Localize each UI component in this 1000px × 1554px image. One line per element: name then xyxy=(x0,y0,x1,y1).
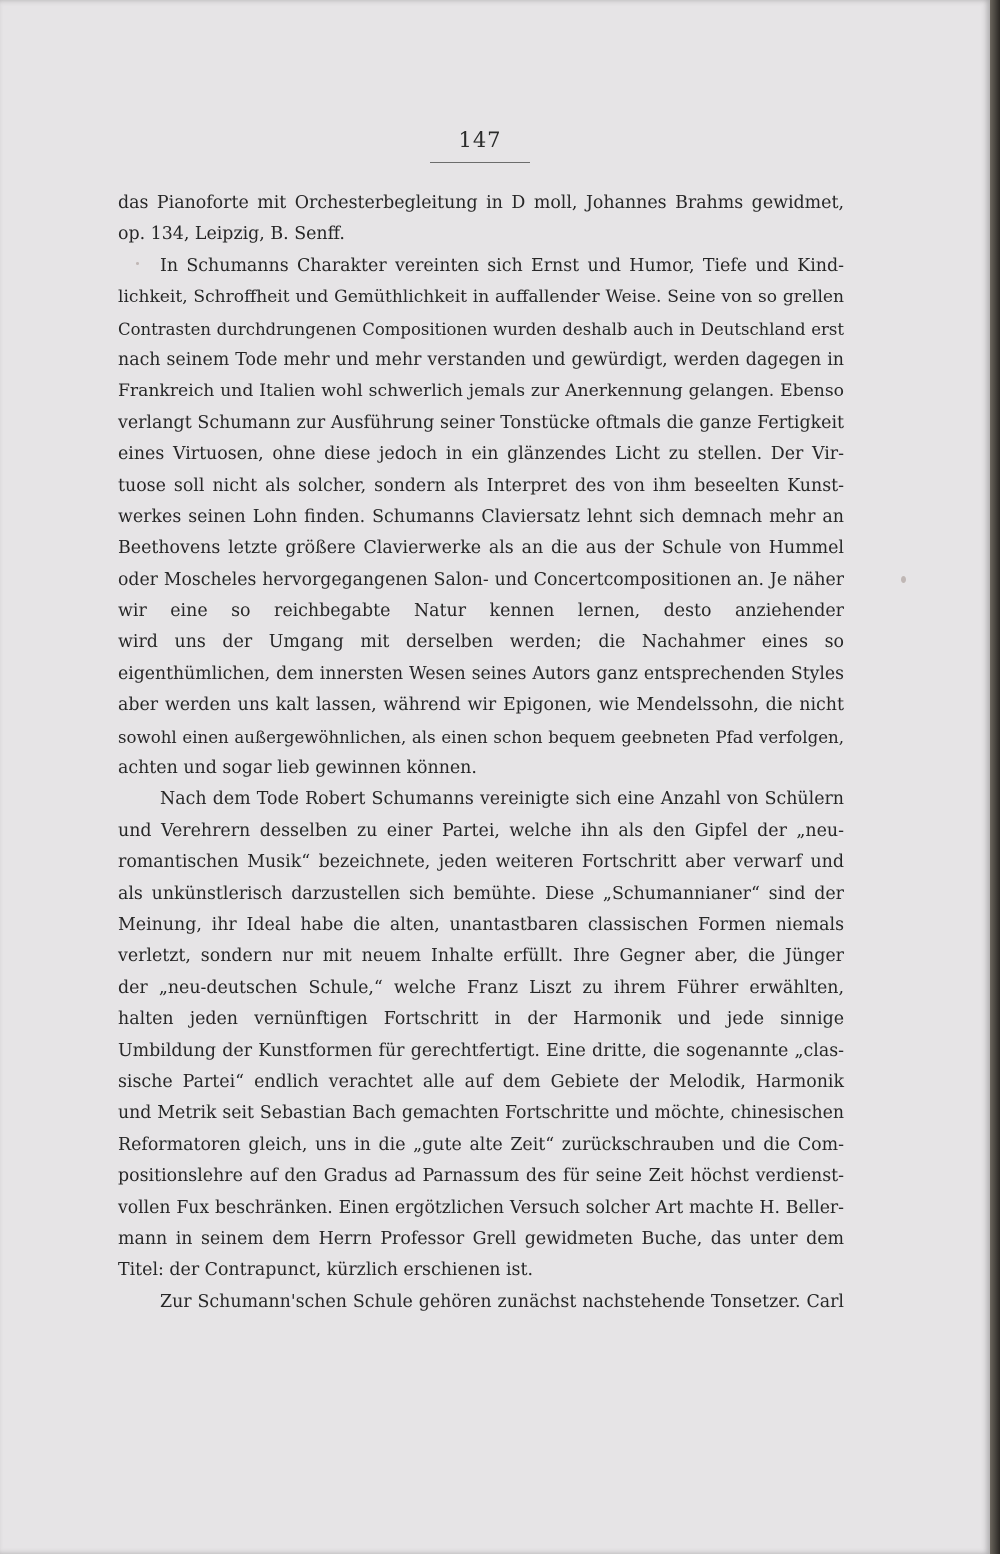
text-line: sowohl einen außergewöhnlichen, als einen schon bequem geebneten Pfad verfolgen, xyxy=(118,727,844,747)
text-line: verletzt, sondern nur mit neuem Inhalte erfüllt. Ihre Gegner aber, die Jünger xyxy=(118,946,844,967)
text-line: op. 134, Leipzig, B. Senff. xyxy=(118,224,345,245)
text-line: Frankreich und Italien wohl schwerlich jemals zur Anerkennung gelangen. Ebenso xyxy=(118,381,844,402)
paragraph-continuation xyxy=(118,188,844,251)
text-line: nach seinem Tode mehr und mehr verstanden und gewürdigt, werden dagegen in xyxy=(118,349,844,370)
paragraph-after-death xyxy=(118,784,844,1286)
text-line: das Pianoforte mit Orchesterbegleitung in D moll, Johannes Brahms gewidmet, xyxy=(118,193,844,213)
text-line: vollen Fux beschränken. Einen ergötzlichen Versuch solcher Art machte H. Beller- xyxy=(118,1197,844,1218)
text-line: tuose soll nicht als solcher, sondern als Interpret des von ihm beseelten Kunst- xyxy=(118,475,844,496)
text-line: und Metrik seit Sebastian Bach gemachten Fortschritte und möchte, chinesischen xyxy=(118,1103,844,1124)
text-line: positionslehre auf den Gradus ad Parnassum des für seine Zeit höchst verdienst- xyxy=(118,1166,844,1187)
paper-stain xyxy=(901,576,906,583)
text-line: In Schumanns Charakter vereinten sich Ernst und Humor, Tiefe und Kind- xyxy=(160,255,844,276)
text-line: der „neu-deutschen Schule,“ welche Franz Liszt zu ihrem Führer erwählten, xyxy=(118,977,844,998)
text-line: Nach dem Tode Robert Schumanns vereinigte sich eine Anzahl von Schülern xyxy=(160,789,844,810)
text-line: oder Moscheles hervorgegangenen Salon- und Concertcompositionen an. Je näher xyxy=(118,569,844,590)
text-line: eines Virtuosen, ohne diese jedoch in ein glänzendes Licht zu stellen. Der Vir- xyxy=(118,444,844,465)
text-line: sische Partei“ endlich verachtet alle auf dem Gebiete der Melodik, Harmonik xyxy=(118,1071,844,1092)
paragraph-schumann-school xyxy=(118,1287,844,1318)
text-line: mann in seinem dem Herrn Professor Grell gewidmeten Buche, das unter dem xyxy=(118,1228,844,1249)
text-line: Titel: der Contrapunct, kürzlich erschienen ist. xyxy=(118,1260,533,1281)
header-rule xyxy=(430,162,530,163)
text-line: und Verehrern desselben zu einer Partei, welche ihn als den Gipfel der „neu- xyxy=(118,820,844,841)
text-line: werkes seinen Lohn finden. Schumanns Claviersatz lehnt sich demnach mehr an xyxy=(118,506,844,527)
text-line: Beethovens letzte größere Clavierwerke als an die aus der Schule von Hummel xyxy=(118,538,844,559)
text-line: Umbildung der Kunstformen für gerechtfertigt. Eine dritte, die sogenannte „clas- xyxy=(118,1040,844,1061)
text-line: eigenthümlichen, dem innersten Wesen seines Autors ganz entsprechenden Styles xyxy=(118,663,844,684)
text-line: Reformatoren gleich, uns in die „gute alte Zeit“ zurückschrauben und die Com- xyxy=(118,1134,844,1155)
paragraph-character xyxy=(118,251,844,785)
text-line: als unkünstlerisch darzustellen sich bemühte. Diese „Schumannianer“ sind der xyxy=(118,883,844,904)
page-number: 147 xyxy=(458,128,502,152)
text-line: romantischen Musik“ bezeichnete, jeden weiteren Fortschritt aber verwarf und xyxy=(118,852,844,873)
text-line: achten und sogar lieb gewinnen können. xyxy=(118,758,477,779)
book-edge xyxy=(990,0,1000,1554)
text-line: halten jeden vernünftigen Fortschritt in der Harmonik und jede sinnige xyxy=(118,1009,844,1030)
text-line: Zur Schumann'schen Schule gehören zunächst nachstehende Tonsetzer. Carl xyxy=(160,1291,844,1312)
text-line: lichkeit, Schroffheit und Gemüthlichkeit in auffallender Weise. Seine von so grellen xyxy=(118,287,844,308)
text-line: Contrasten durchdrungenen Compositionen wurden deshalb auch in Deutschland erst xyxy=(118,319,844,339)
body-text xyxy=(118,188,844,1318)
text-line: aber werden uns kalt lassen, während wir Epigonen, wie Mendelssohn, die nicht xyxy=(118,695,844,716)
text-line: wird uns der Umgang mit derselben werden; die Nachahmer eines so xyxy=(118,632,844,653)
text-line: verlangt Schumann zur Ausführung seiner Tonstücke oftmals die ganze Fertigkeit xyxy=(118,412,844,433)
paper-stain xyxy=(136,262,139,265)
text-line: Meinung, ihr Ideal habe die alten, unantastbaren classischen Formen niemals xyxy=(118,914,844,935)
text-line: wir eine so reichbegabte Natur kennen lernen, desto anziehender xyxy=(118,601,844,622)
